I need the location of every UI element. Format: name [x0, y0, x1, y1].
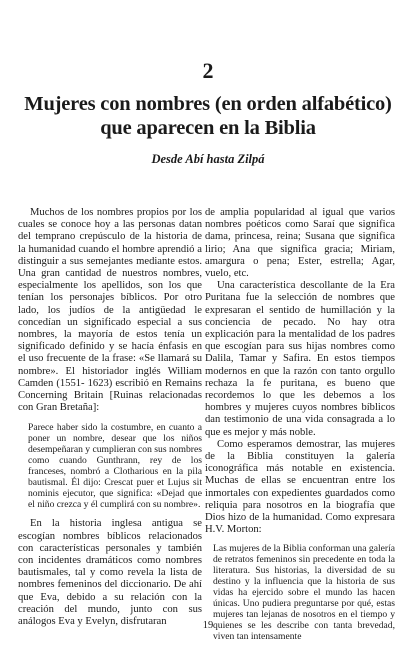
- chapter-number: 2: [202, 58, 214, 83]
- right-paragraph-3: Como esperamos demostrar, las mujeres de la Biblia constituyen la galería iconográfica más notable en existencia. Muchas de ellas se encuentran entre los inmortales con expedientes guardados como reliquia para nosotros en la biografía que Dios hizo de la humanidad. Como expresara H.V. Morton:: [205, 438, 395, 536]
- chapter-title: [20, 92, 396, 140]
- left-column: [18, 207, 202, 628]
- left-paragraph-2: En la historia inglesa antigua se escogían nombres bíblicos relacionados con características personales y también con incidentes dramáticos como nombres bautismales, tal y como revela la lista de nombres femeninos del diccionario. De ahí que Eva, debido a su relación con la creación del mundo, junto con sus análogos Eva y Evelyn, disfrutaran: [18, 518, 202, 628]
- page-number: 19: [202, 620, 214, 631]
- camden-quote: Parece haber sido la costumbre, en cuanto a poner un nombre, desear que los niños desempeñaran y cumplieran con sus nombres como cuando Gunthrann, rey de los franceses, nombró a Clotharious en la pila bautismal. Él dijo: Crescat puer et Lujus sit nominis ejecutor, que significa: «Dejad que el niño crezca y él cumplirá con su nombre».: [28, 422, 202, 511]
- chapter-title-line-1: Mujeres con nombres (en orden alfabético): [24, 93, 392, 115]
- chapter-title-line-2: que aparecen en la Biblia: [100, 117, 316, 139]
- left-paragraph-1: Muchos de los nombres propios por los cuales se conoce hoy a las personas datan del temprano crepúsculo de la historia de la humanidad cuando el hombre aprendió a distinguir a sus semejantes mediante estos. Una gran cantidad de nuestros nombres, especialmente los apellidos, son los que tenían los personajes bíblicos. Por otro lado, los judíos de la antigüedad le concedían un significado especial a sus nombres, la mayoría de estos tenía un significado definido y se hacía énfasis en el uso frecuente de la frase: «Se llamará su nombre». El historiador inglés William Camden (1551- 1623) escribió en Remains Concerning Britain [Ruinas relacionadas con Gran Bretaña]:: [18, 207, 202, 414]
- chapter-subtitle: Desde Abí hasta Zilpá: [151, 152, 265, 166]
- right-column: [205, 207, 395, 642]
- right-paragraph-2: Una característica descollante de la Era Puritana fue la selección de nombres que expresaran el sentido de humillación y la conciencia de pecado. No hay otra explicación para la mentalidad de los padres que escogían para sus hijas nombres como Dalila, Tamar y Safira. En estos tiempos modernos en que la razón con tanto orgullo rechaza la fe puritana, es bueno que recordemos lo que les debemos a los hombres y mujeres cuyos nombres bíblicos dan testimonio de una vida consagrada a lo que es mejor y más noble.: [205, 280, 395, 438]
- morton-quote: Las mujeres de la Biblia conforman una galería de retratos femeninos sin precedente en toda la literatura. Sus historias, la diversidad de su destino y la influencia que la historia de sus vidas ha ejercido sobre el mundo las hacen únicas. Uno pudiera preguntarse por qué, estas mujeres tan lejanas de nosotros en el tiempo y quienes se les describe con tanta brevedad, viven tan intensamente: [213, 543, 395, 643]
- right-paragraph-1: de amplia popularidad al igual que varios nombres poéticos como Saraí que significa dama, princesa, reina; Susana que significa lirio; Ana que significa gracia; Miriam, amargura o pena; Ester, estrella; Agar, vuelo, etc.: [205, 207, 395, 280]
